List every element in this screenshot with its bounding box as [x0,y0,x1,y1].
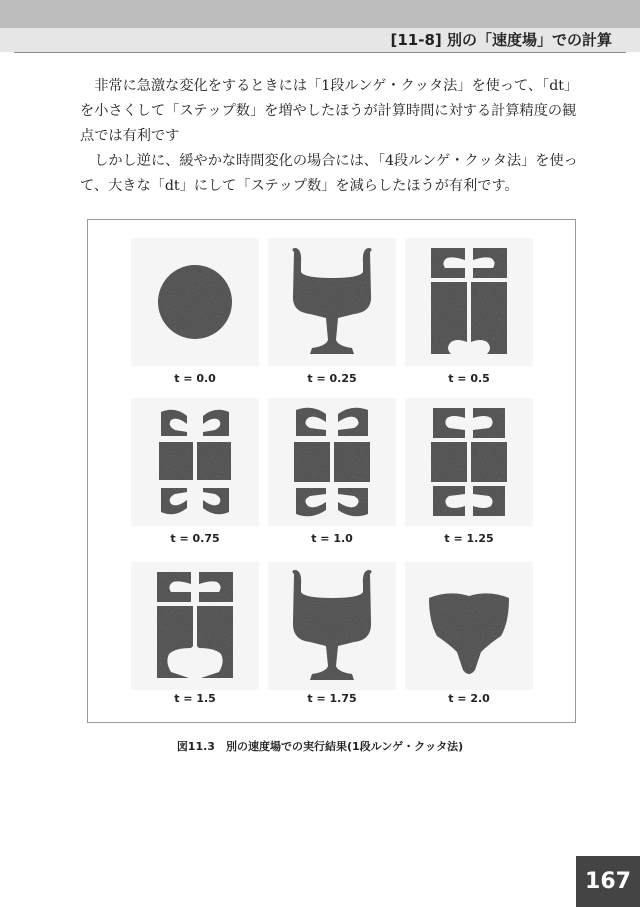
panel-shape [131,562,259,690]
panel-shape [405,238,533,366]
section-title: [11-8] 別の「速度場」での計算 [390,31,612,49]
panel-label: t = 0.25 [307,372,357,385]
panel-t-2-0 [405,562,533,690]
panel-shape [405,398,533,526]
panel-t-0-5 [405,238,533,366]
paragraph-2: しかし逆に、緩やかな時間変化の場合には、「4段ルンゲ・クッタ法」を使って、大きな「dt」にして「ステップ数」を減らしたほうが有利です。 [80,153,578,194]
panel-t-1-0 [268,398,396,526]
panel-shape [268,562,396,690]
panel-t-0-75 [131,398,259,526]
panel-label: t = 1.0 [311,532,353,545]
panel-label: t = 1.25 [444,532,494,545]
figure [87,219,576,723]
figure-caption: 図11.3 別の速度場での実行結果(1段ルンゲ・クッタ法) [176,740,464,753]
panel-label: t = 0.75 [170,532,220,545]
panel-t-1-75 [268,562,396,690]
panel-t-0-0 [131,238,259,366]
header-rule [14,52,626,53]
panel-shape [131,398,259,526]
body-text [80,74,590,199]
panel-t-1-25 [405,398,533,526]
panel-shape [131,238,259,366]
panel-label: t = 2.0 [448,692,490,705]
panel-label: t = 0.5 [448,372,490,385]
panel-label: t = 1.5 [174,692,216,705]
panel-t-1-5 [131,562,259,690]
page-number: 167 [576,856,640,907]
panel-label: t = 1.75 [307,692,357,705]
panel-t-0-25 [268,238,396,366]
panel-shape [268,238,396,366]
panel-shape [268,398,396,526]
paragraph-1: 非常に急激な変化をするときには「1段ルンゲ・クッタ法」を使って、「dt」を小さくして「ステップ数」を増やしたほうが計算時間に対する計算精度の観点では有利です [80,78,579,144]
panel-shape [405,562,533,690]
panel-label: t = 0.0 [174,372,216,385]
